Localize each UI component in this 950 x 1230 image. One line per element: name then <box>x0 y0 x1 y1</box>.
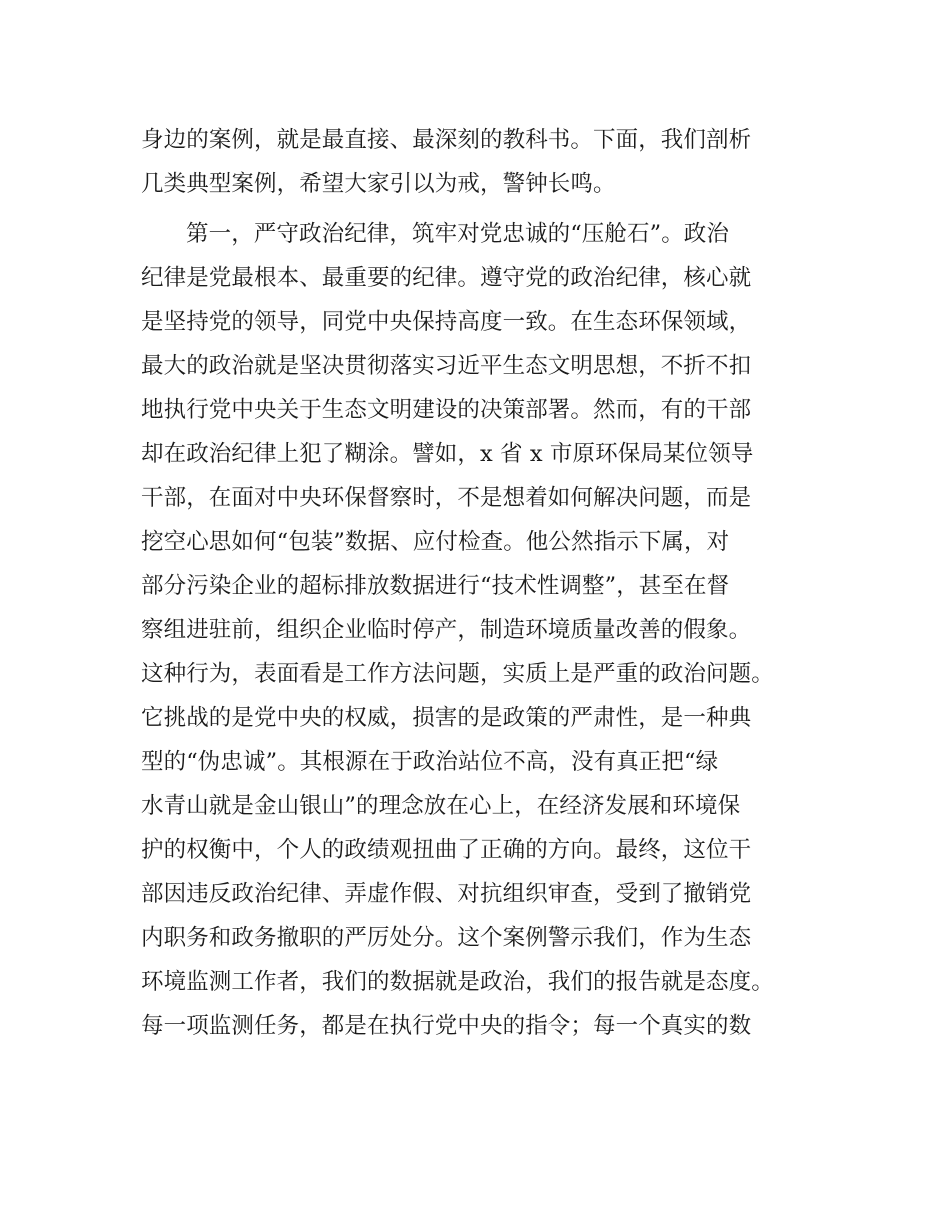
text-line: 纪律是党最根本、最重要的纪律。遵守党的政治纪律，核心就 <box>141 265 752 291</box>
text-line: 挖空心思如何“包装”数据、应付检查。他公然指示下属，对 <box>141 529 730 555</box>
text-line: 部因违反政治纪律、弄虚作假、对抗组织审查，受到了撤销党 <box>141 881 752 907</box>
text-line: 却在政治纪律上犯了糊涂。譬如，x 省 x 市原环保局某位领导 <box>141 441 754 467</box>
paragraph-intro <box>141 118 821 206</box>
text-line: 察组进驻前，组织企业临时停产，制造环境质量改善的假象。 <box>141 617 752 643</box>
text-line: 环境监测工作者，我们的数据就是政治，我们的报告就是态度。 <box>141 969 774 995</box>
text-line: 地执行党中央关于生态文明建设的决策部署。然而，有的干部 <box>141 397 752 423</box>
text-line: 部分污染企业的超标排放数据进行“技术性调整”，甚至在督 <box>141 573 730 599</box>
text-line: 它挑战的是党中央的权威，损害的是政策的严肃性，是一种典 <box>141 705 752 731</box>
text-line: 身边的案例，就是最直接、最深刻的教科书。下面，我们剖析 <box>141 127 752 153</box>
text-line: 这种行为，表面看是工作方法问题，实质上是严重的政治问题。 <box>141 661 774 687</box>
text-line: 内职务和政务撤职的严厉处分。这个案例警示我们，作为生态 <box>141 925 752 951</box>
text-line: 几类典型案例，希望大家引以为戒，警钟长鸣。 <box>141 171 616 197</box>
paragraph-political-discipline <box>141 212 821 1048</box>
text-line: 第一，严守政治纪律，筑牢对党忠诚的“压舱石”。政治 <box>186 221 730 247</box>
text-line: 水青山就是金山银山”的理念放在心上，在经济发展和环境保 <box>141 793 741 819</box>
text-line: 干部，在面对中央环保督察时，不是想着如何解决问题，而是 <box>141 485 752 511</box>
text-line: 护的权衡中，个人的政绩观扭曲了正确的方向。最终，这位干 <box>141 837 752 863</box>
text-line: 每一项监测任务，都是在执行党中央的指令；每一个真实的数 <box>141 1013 752 1039</box>
text-line: 最大的政治就是坚决贯彻落实习近平生态文明思想，不折不扣 <box>141 353 752 379</box>
text-line: 型的“伪忠诚”。其根源在于政治站位不高，没有真正把“绿 <box>141 749 719 775</box>
text-line: 是坚持党的领导，同党中央保持高度一致。在生态环保领域， <box>141 309 752 335</box>
